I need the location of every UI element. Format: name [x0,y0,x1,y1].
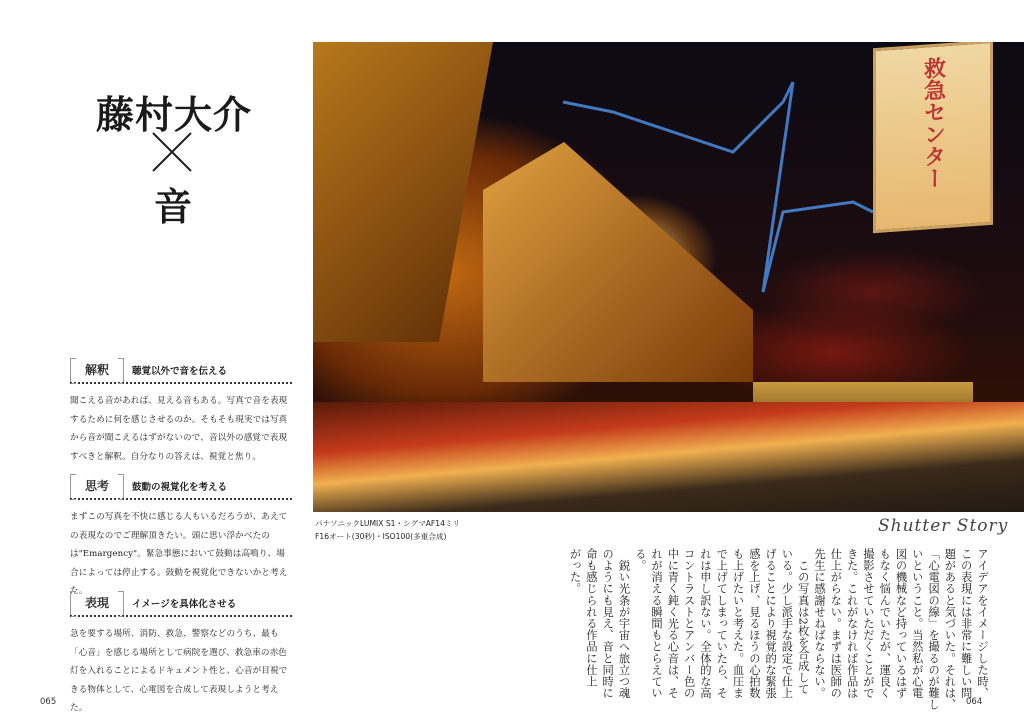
section-expression [70,591,292,718]
story-line: 命も感じられる作品に仕上 [584,548,598,688]
cross-mark [150,130,194,174]
photo-caption: パナソニックLUMIX S1・シグマAF14ミリ F16オート(30秒)・ISO100(多重合成) [315,519,461,541]
hospital-night-photo [313,42,1024,512]
story-line: げることにより視覚的な緊張 [764,548,778,699]
story-line: 題があると気づいた。それは、 [943,548,957,711]
story-line: 鋭い光条が宇宙へ旅立つ魂 [617,548,631,699]
story-line: 撮影させていただくことがで [861,548,875,699]
story-line: 仕上がらない。まずは医師の [829,548,843,699]
story-line: がった。 [568,548,582,595]
shutter-story-heading: Shutter Story [878,516,1009,536]
article-subject: 音 [154,184,193,229]
story-line: もなく悩んでいたが、運良く [878,548,892,699]
story-line: 感を上げ、見るほうの心拍数 [747,548,761,699]
section-interpretation [70,358,292,466]
story-line: いということ。当然私が心電 [910,548,924,699]
section-body: まずこの写真を不快に感じる人もいるだろうが、あえての表現なのでご理解頂きたい。頭に思い浮かべたのは"Emargency"。緊急事態において鼓動は高鳴り、場合によっては停止する。鼓動を視覚化できないかと考えた。 [70,512,288,596]
story-line: る。 [633,548,647,572]
story-line: いる。少し派手な設定で仕上 [780,548,794,699]
story-line: 図の機械など持っているはず [894,548,908,699]
story-line: 「心電図の線」を撮るのが難し [927,548,941,711]
story-line: この表現には非常に難しい問 [959,548,973,699]
story-line: で上げてしまっていたら、そ [715,548,729,699]
story-line: も上げたいと考えた。血圧ま [731,548,745,699]
section-tag: 思考 [70,474,124,498]
page-number-right: 064 [966,697,983,707]
story-line: きた。これがなければ作品は [845,548,859,699]
story-line: アイデアをイメージした時、 [976,548,989,699]
section-thinking [70,474,292,601]
section-subtitle: 鼓動の視覚化を考える [132,482,228,493]
story-line: のようにも見え、音と同時に [601,548,615,699]
section-tag: 表現 [70,591,124,615]
article-title: 藤村大介 [96,92,253,137]
story-line: 先生に感謝せねばならない。 [813,548,827,699]
story-line: コントラストとアンバー色の [682,548,696,699]
section-body: 聞こえる音があれば、見える音もある。写真で音を表現するために何を感じさせるのか。そもそも現実では写真から音が聞こえるはずがないので、音以外の感覚で表現すべきと解釈。自分なりの答えは、視覚と焦り。 [70,396,288,462]
section-tag: 解釈 [70,358,124,382]
hospital-sign: 救急センター [873,42,993,233]
section-subtitle: イメージを具体化させる [132,599,237,610]
story-line: れは申し訳ない。全体的な高 [698,548,712,699]
story-line: れが消える瞬間もとらえてい [650,548,664,699]
section-body: 急を要する場所、消防、救急、警察などのうち、最も「心音」を感じる場所として病院を選び、救急車の赤色灯を入れることによるドキュメント性と、心音が目視できる物体として、心電図を合成して表現しようと考えた。 [70,629,288,713]
page-number-left: 065 [40,697,57,707]
section-subtitle: 聴覚以外で音を伝える [132,366,228,377]
story-line: この写真は2枚を合成して [796,548,810,695]
story-line: 中に青く鈍く光る心音は、そ [666,548,680,699]
